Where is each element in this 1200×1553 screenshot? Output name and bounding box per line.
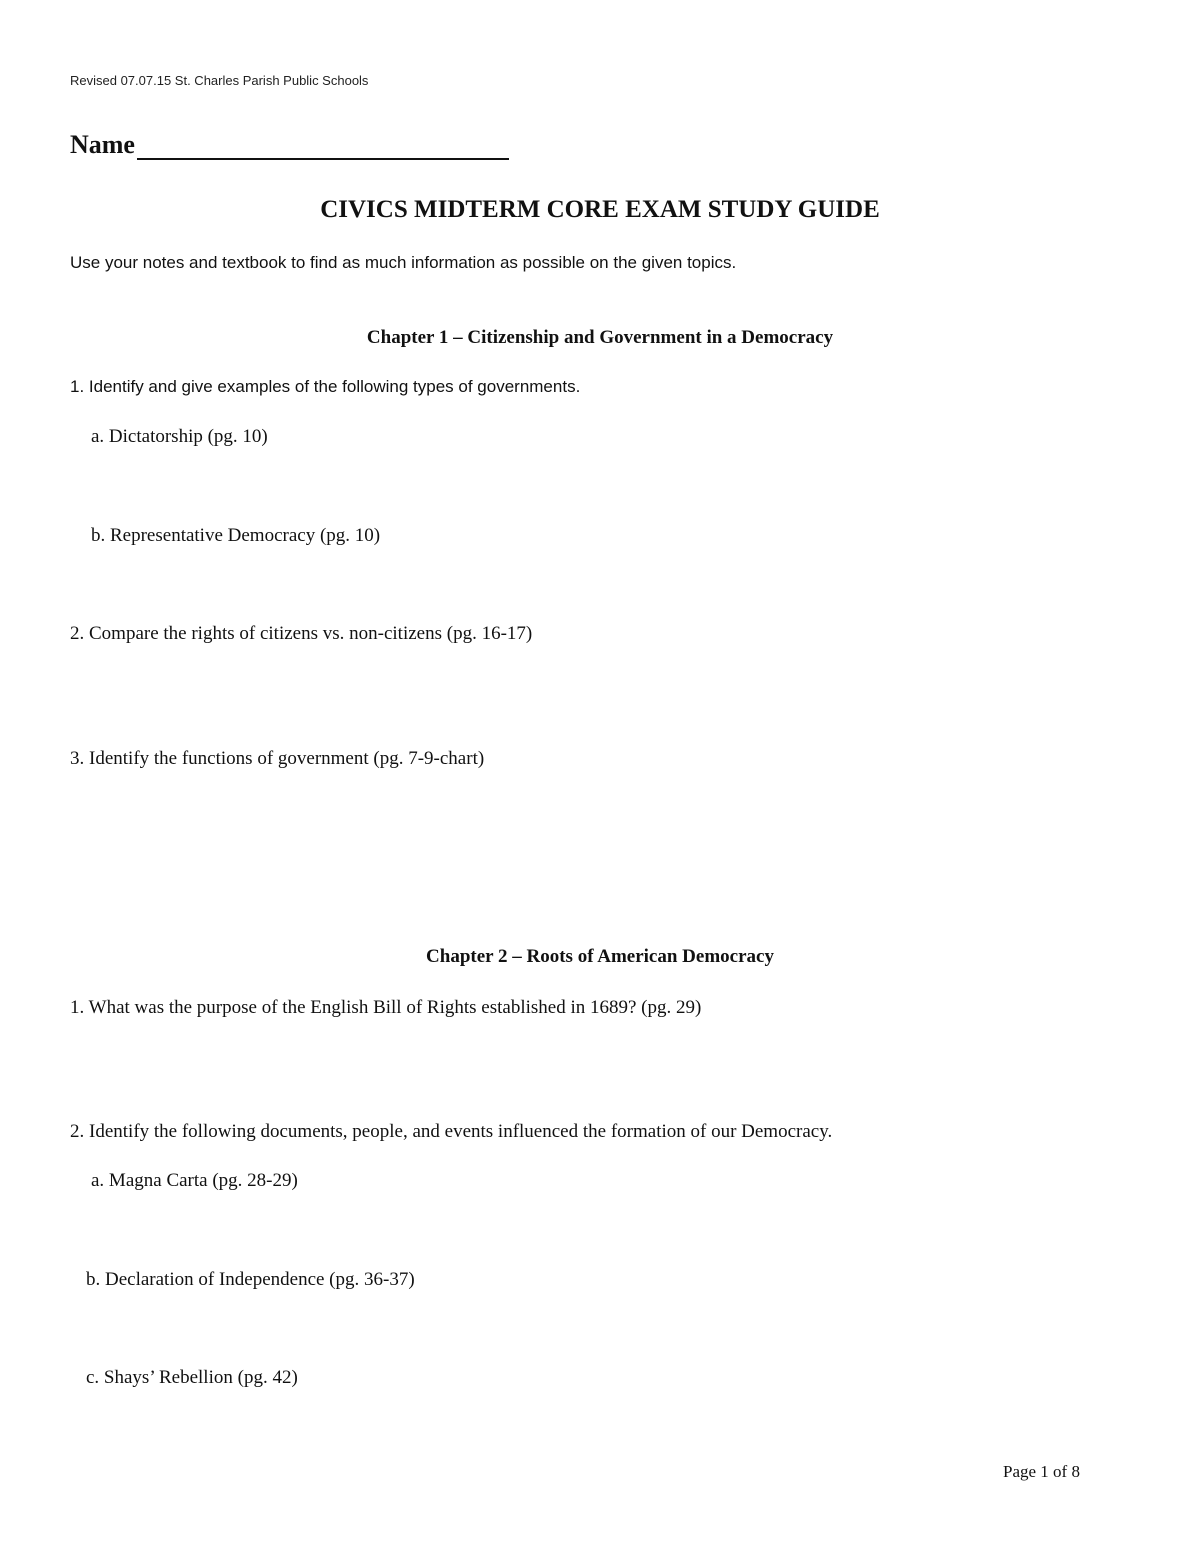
page-number: Page 1 of 8 [1003,1462,1080,1481]
name-field [70,130,509,160]
ch1-question-1b: b. Representative Democracy (pg. 10) [91,525,381,546]
ch2-question-2a: a. Magna Carta (pg. 28-29) [91,1170,298,1191]
ch1-question-1a: a. Dictatorship (pg. 10) [91,426,268,447]
instructions: Use your notes and textbook to find as much information as possible on the given topics. [70,253,737,272]
ch2-question-1: 1. What was the purpose of the English Bill of Rights established in 1689? (pg. 29) [70,997,702,1018]
ch1-question-1: 1. Identify and give examples of the following types of governments. [70,377,581,396]
chapter-2-heading: Chapter 2 – Roots of American Democracy [426,946,774,967]
chapter-1-heading: Chapter 1 – Citizenship and Government in a Democracy [366,327,834,348]
ch2-question-2: 2. Identify the following documents, people, and events influenced the formation of our Democracy. [70,1121,833,1142]
revision-note: Revised 07.07.15 St. Charles Parish Public Schools [70,73,369,88]
name-blank-line [137,134,509,160]
ch2-question-2c: c. Shays’ Rebellion (pg. 42) [86,1367,298,1388]
ch1-question-3: 3. Identify the functions of government (pg. 7-9-chart) [70,748,485,769]
name-label: Name [70,130,135,159]
ch1-question-2: 2. Compare the rights of citizens vs. non-citizens (pg. 16-17) [70,623,533,644]
document-title: CIVICS MIDTERM CORE EXAM STUDY GUIDE [320,196,880,223]
ch2-question-2b: b. Declaration of Independence (pg. 36-37) [86,1269,415,1290]
